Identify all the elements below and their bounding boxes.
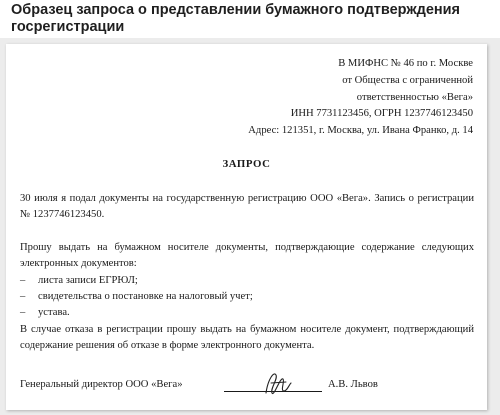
signature-position: Генеральный директор ООО «Вега» xyxy=(20,379,183,390)
addressee-line: В МИФНС № 46 по г. Москве xyxy=(338,58,473,69)
document-paper xyxy=(6,44,487,410)
paragraph-submission: 30 июля я подал документы на государственную регистрацию ООО «Вега». Запись о регистрации № 1237746123450. xyxy=(20,193,474,221)
list-item-text: устава. xyxy=(38,307,70,319)
list-item xyxy=(20,305,474,321)
page-title: Образец запроса о представлении бумажного подтверждения госрегистрации xyxy=(11,2,461,35)
document-title: ЗАПРОС xyxy=(222,158,271,170)
document-body xyxy=(20,191,474,355)
addressee-line: Адрес: 121351, г. Москва, ул. Ивана Франко, д. 14 xyxy=(248,125,473,137)
signatory-name: А.В. Львов xyxy=(328,379,378,390)
addressee-block xyxy=(143,56,473,140)
signature-block xyxy=(20,371,480,397)
list-marker: – xyxy=(20,291,26,303)
addressee-line: от Общества с ограниченной xyxy=(342,74,473,86)
list-item xyxy=(20,273,474,289)
paragraph-request: Прошу выдать на бумажном носителе документы, подтверждающие содержание следующих электронных документов: xyxy=(20,241,474,270)
addressee-line: ответственностью «Вега» xyxy=(356,91,473,103)
list-marker: – xyxy=(20,307,26,319)
list-item-text: свидетельства о постановке на налоговый учет; xyxy=(38,291,253,303)
list-item xyxy=(20,289,474,305)
handwritten-signature-icon xyxy=(256,369,296,399)
paragraph-refusal: В случае отказа в регистрации прошу выдать на бумажном носителе документ, подтверждающий содержание решения об отказе в форме электронного документа. xyxy=(20,323,474,352)
list-marker: – xyxy=(20,274,26,286)
addressee-line: ИНН 7731123456, ОГРН 1237746123450 xyxy=(290,108,473,120)
header xyxy=(0,0,500,38)
list-item-text: листа записи ЕГРЮЛ; xyxy=(38,274,138,286)
document-background xyxy=(0,38,500,415)
